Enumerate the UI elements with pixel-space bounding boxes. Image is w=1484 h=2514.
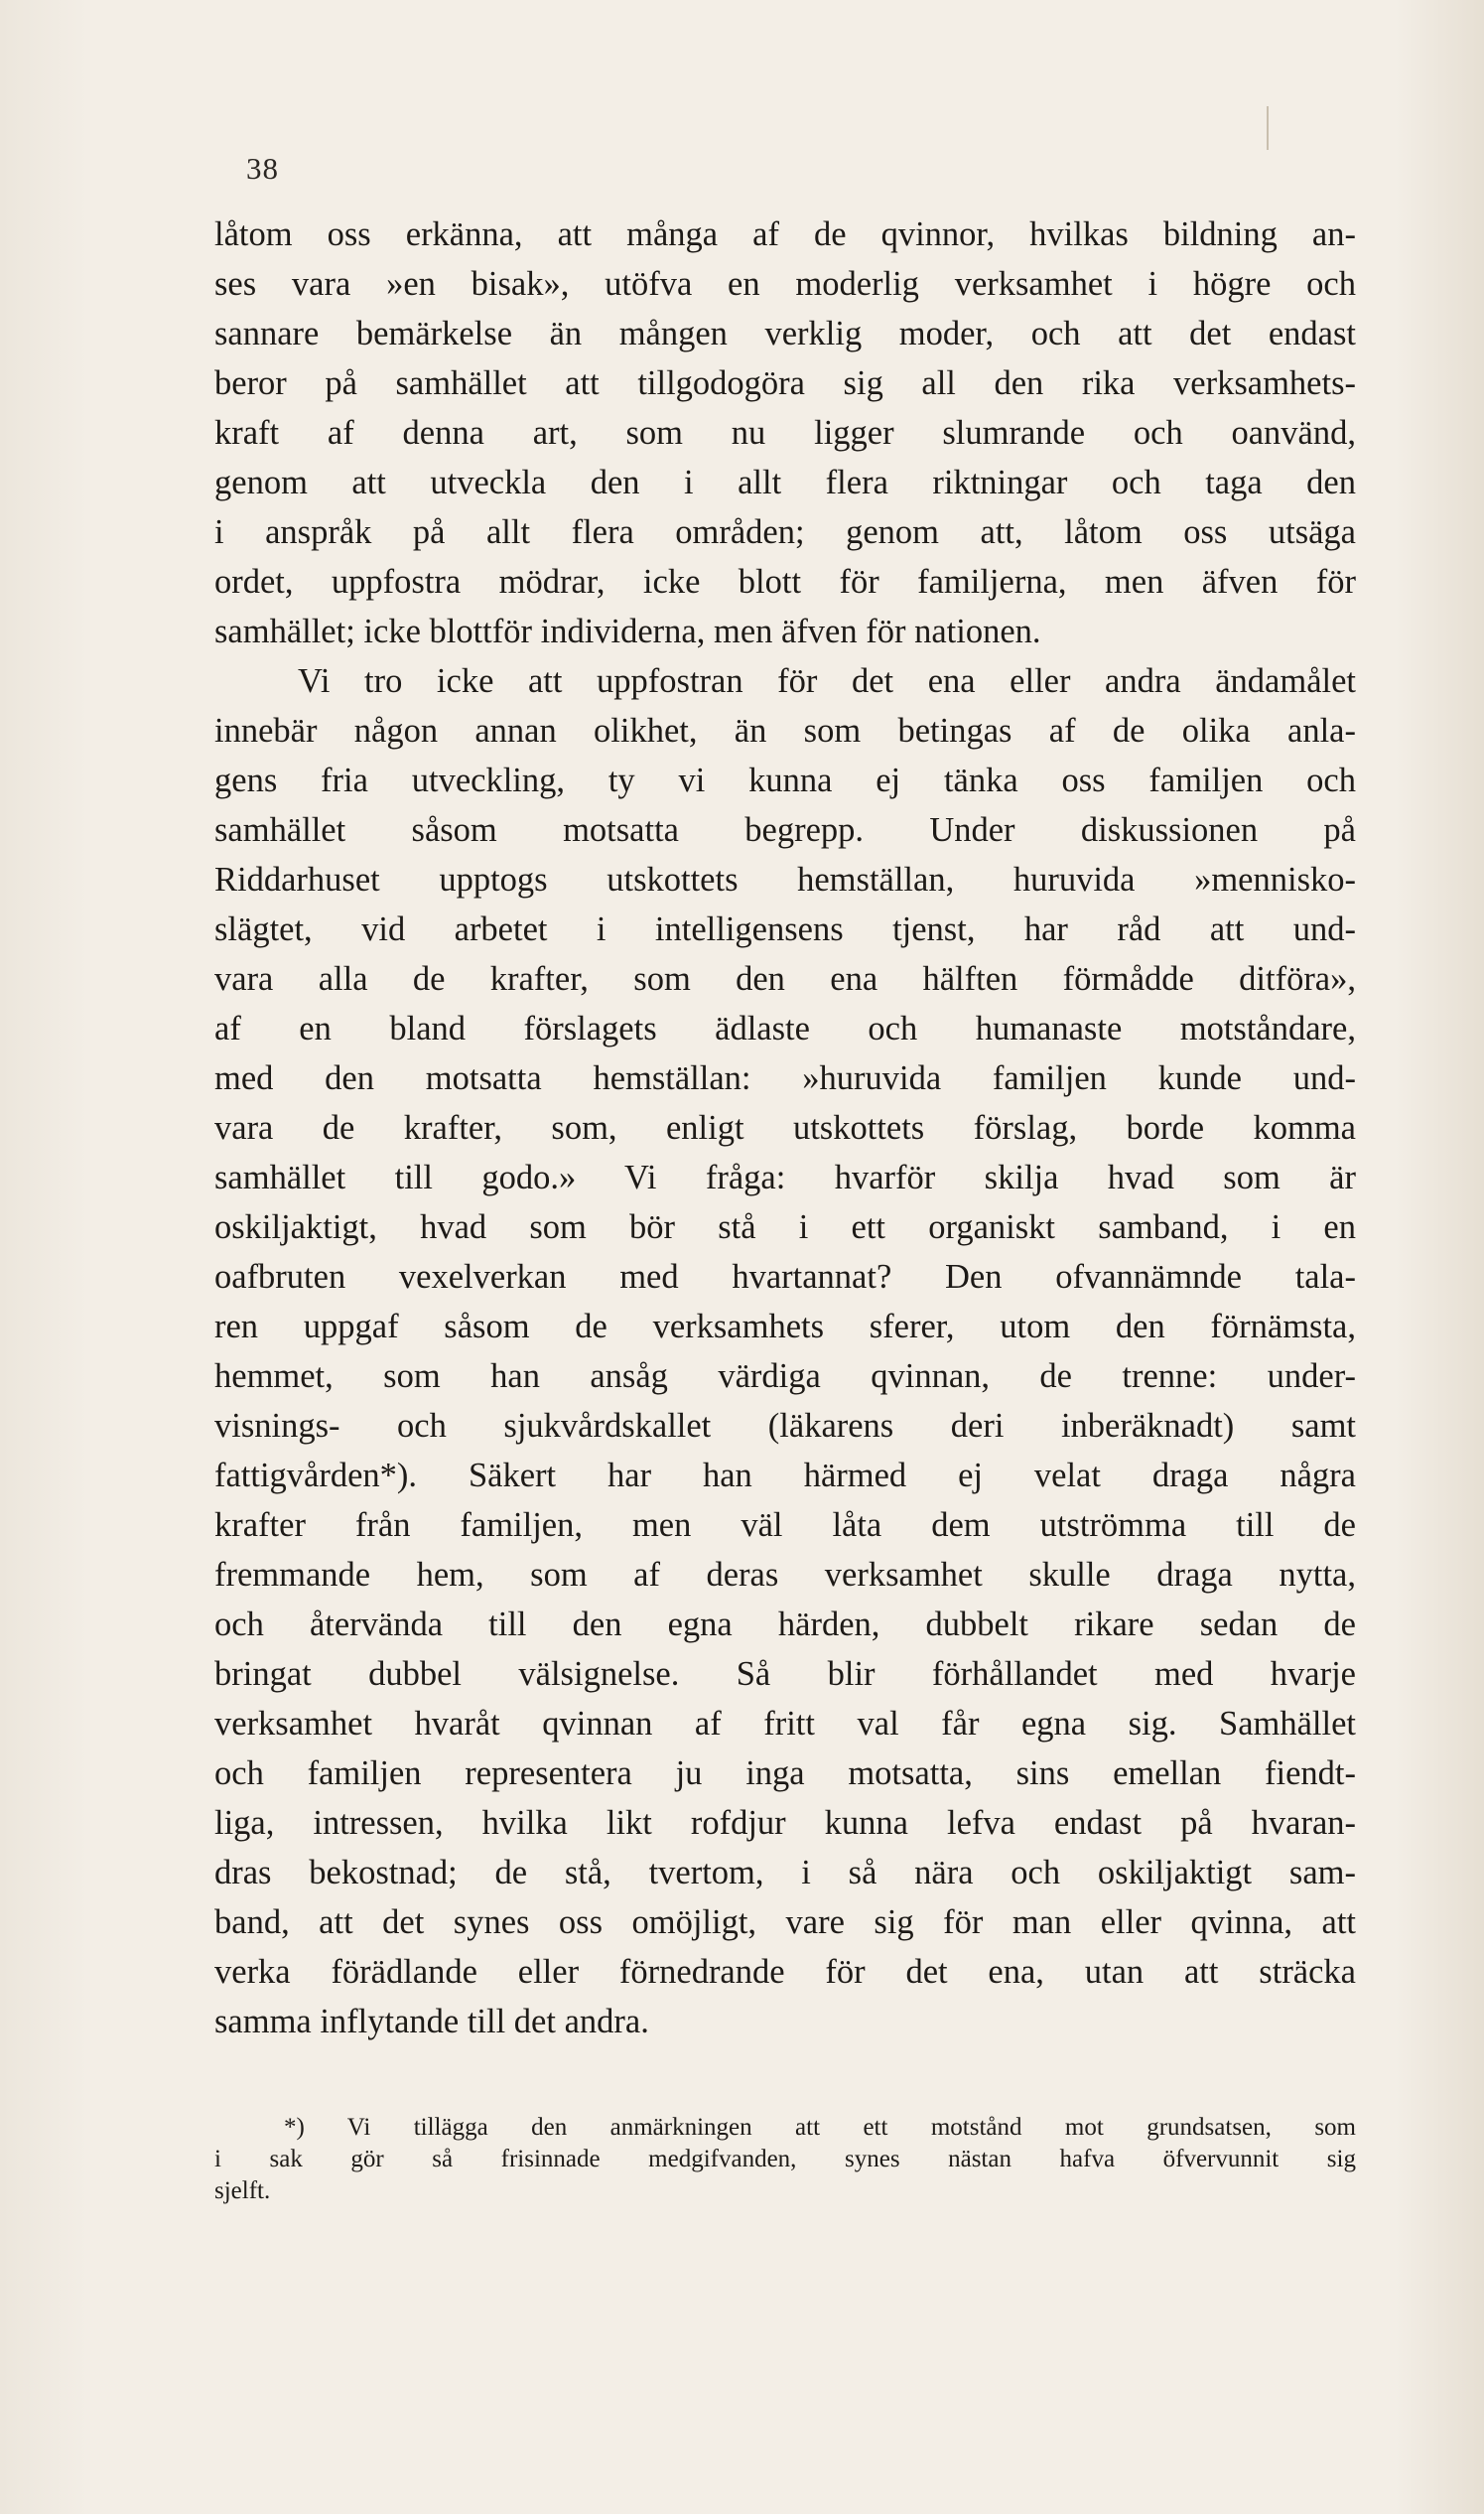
text-line: gens fria utveckling, ty vi kunna ej tänka oss familjen och — [214, 762, 1356, 799]
text-line: kraft af denna art, som nu ligger slumrande och oanvänd, — [214, 414, 1356, 452]
text-line: och återvända till den egna härden, dubbelt rikare sedan de — [214, 1606, 1356, 1643]
text-line: innebär någon annan olikhet, än som betingas af de olika anla- — [214, 712, 1356, 750]
text-line: Vi tro icke att uppfostran för det ena eller andra ändamålet — [298, 662, 1356, 700]
text-line: i anspråk på allt flera områden; genom att, låtom oss utsäga — [214, 513, 1356, 551]
text-line: samma inflytande till det andra. — [214, 2003, 649, 2040]
text-line: hemmet, som han ansåg värdiga qvinnan, de trenne: under- — [214, 1357, 1356, 1395]
text-line: band, att det synes oss omöjligt, vare sig för man eller qvinna, att — [214, 1903, 1356, 1941]
text-line: med den motsatta hemställan: »huruvida familjen kunde und- — [214, 1059, 1356, 1097]
text-line: låtom oss erkänna, att många af de qvinnor, hvilkas bildning an- — [214, 215, 1356, 253]
text-line: verksamhet hvaråt qvinnan af fritt val får egna sig. Samhället — [214, 1705, 1356, 1743]
body-text — [214, 210, 1356, 2046]
text-line: ses vara »en bisak», utöfva en moderlig verksamhet i högre och — [214, 265, 1356, 303]
footnote-line: sjelft. — [214, 2177, 271, 2204]
text-line: bringat dubbel välsignelse. Så blir förhållandet med hvarje — [214, 1655, 1356, 1693]
text-line: af en bland förslagets ädlaste och humanaste motståndare, — [214, 1010, 1356, 1048]
text-line: dras bekostnad; de stå, tvertom, i så nära och oskiljaktigt sam- — [214, 1854, 1356, 1891]
text-line: samhället till godo.» Vi fråga: hvarför skilja hvad som är — [214, 1159, 1356, 1196]
text-line: oskiljaktigt, hvad som bör stå i ett organiskt samband, i en — [214, 1208, 1356, 1246]
text-line: oafbruten vexelverkan med hvartannat? Den ofvannämnde tala- — [214, 1258, 1356, 1296]
text-line: visnings- och sjukvårdskallet (läkarens deri inberäknadt) samt — [214, 1407, 1356, 1445]
text-line: verka förädlande eller förnedrande för det ena, utan att sträcka — [214, 1953, 1356, 1991]
text-line: beror på samhället att tillgodogöra sig all den rika verksamhets- — [214, 364, 1356, 402]
text-line: ren uppgaf såsom de verksamhets sferer, utom den förnämsta, — [214, 1308, 1356, 1345]
footnote-line: i sak gör så frisinnade medgifvanden, synes nästan hafva öfvervunnit sig — [214, 2146, 1356, 2172]
text-line: genom att utveckla den i allt flera riktningar och taga den — [214, 464, 1356, 501]
text-line: fremmande hem, som af deras verksamhet skulle draga nytta, — [214, 1556, 1356, 1594]
text-line: vara de krafter, som, enligt utskottets förslag, borde komma — [214, 1109, 1356, 1147]
text-line: krafter från familjen, men väl låta dem utströmma till de — [214, 1506, 1356, 1544]
text-line: samhället; icke blottför individerna, men äfven för nationen. — [214, 613, 1041, 650]
scan-artifact — [1267, 106, 1269, 150]
text-line: liga, intressen, hvilka likt rofdjur kunna lefva endast på hvaran- — [214, 1804, 1356, 1842]
page-number: 38 — [246, 151, 279, 186]
footnote-line: *) Vi tillägga den anmärkningen att ett motstånd mot grundsatsen, som — [284, 2114, 1356, 2141]
text-line: samhället såsom motsatta begrepp. Under diskussionen på — [214, 811, 1356, 849]
text-line: och familjen representera ju inga motsatta, sins emellan fiendt- — [214, 1754, 1356, 1792]
footnote — [214, 2112, 1356, 2207]
text-line: ordet, uppfostra mödrar, icke blott för familjerna, men äfven för — [214, 563, 1356, 601]
text-line: vara alla de krafter, som den ena hälften förmådde ditföra», — [214, 960, 1356, 998]
text-line: fattigvården*). Säkert har han härmed ej velat draga några — [214, 1457, 1356, 1494]
text-line: sannare bemärkelse än mången verklig moder, och att det endast — [214, 315, 1356, 352]
text-line: Riddarhuset upptogs utskottets hemställan, huruvida »mennisko- — [214, 861, 1356, 899]
text-line: slägtet, vid arbetet i intelligensens tjenst, har råd att und- — [214, 910, 1356, 948]
